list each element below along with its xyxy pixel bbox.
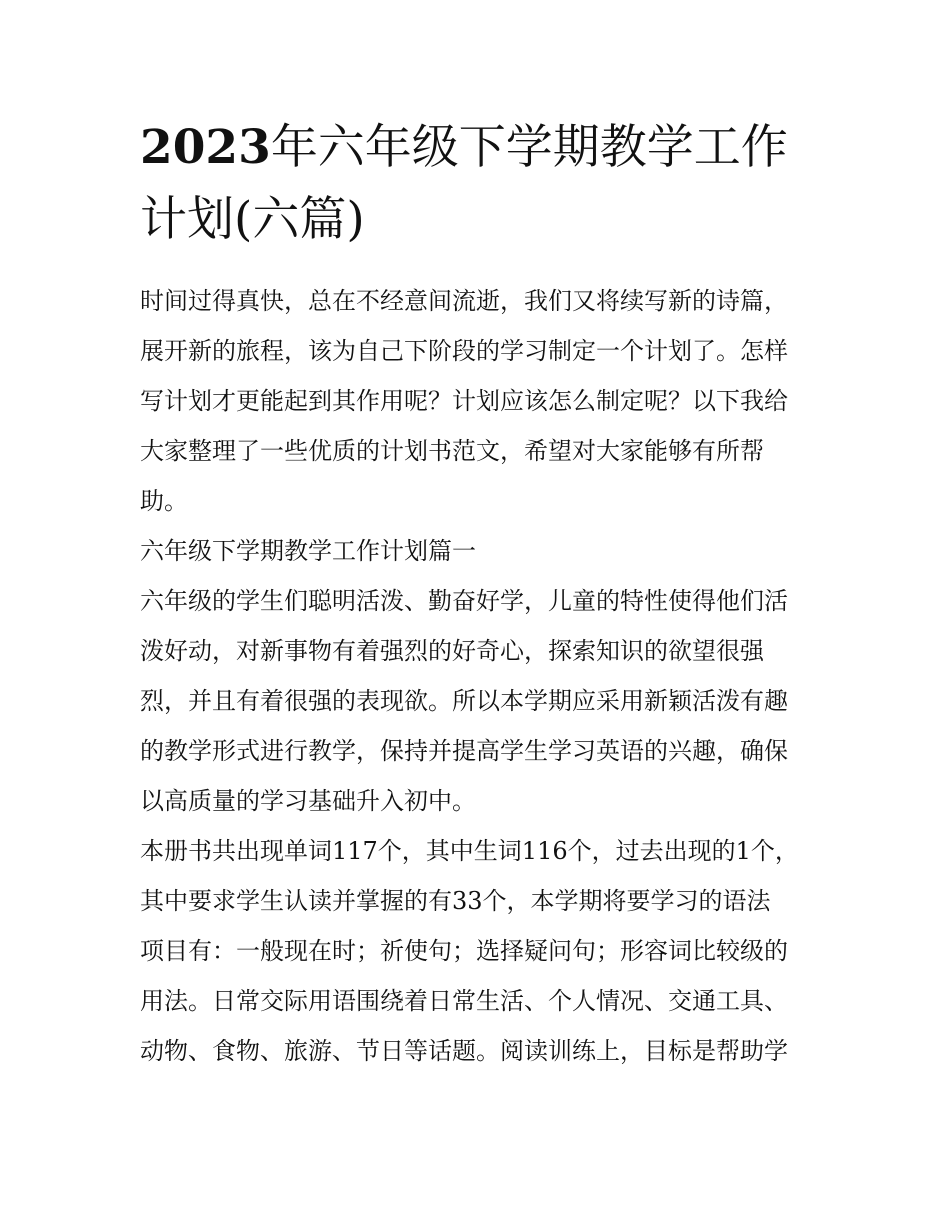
body-line: 项目有：一般现在时；祈使句；选择疑问句；形容词比较级的: [140, 937, 788, 965]
body-line: 写计划才更能起到其作用呢？计划应该怎么制定呢？以下我给: [140, 387, 788, 415]
body-line: 泼好动，对新事物有着强烈的好奇心，探索知识的欲望很强: [140, 637, 764, 665]
document-title: [140, 112, 820, 256]
body-line: 其中要求学生认读并掌握的有33个，本学期将要学习的语法: [140, 887, 771, 915]
body-line: 时间过得真快，总在不经意间流逝，我们又将续写新的诗篇，: [140, 287, 788, 315]
body-line: 六年级的学生们聪明活泼、勤奋好学，儿童的特性使得他们活: [140, 587, 788, 615]
body-line: 以高质量的学习基础升入初中。: [140, 787, 476, 815]
title-line1-rest: 年六年级下学期教学工作: [270, 120, 788, 175]
title-line2: 计划(六篇): [140, 192, 365, 247]
body-line: 助。: [140, 487, 188, 515]
body-line: 大家整理了一些优质的计划书范文，希望对大家能够有所帮: [140, 437, 764, 465]
body-line: 用法。日常交际用语围绕着日常生活、个人情况、交通工具、: [140, 987, 788, 1015]
body-line: 本册书共出现单词117个，其中生词116个，过去出现的1个，: [140, 837, 799, 865]
document-body: [140, 276, 820, 1076]
section-heading: 六年级下学期教学工作计划篇一: [140, 537, 476, 565]
body-line: 的教学形式进行教学，保持并提高学生学习英语的兴趣，确保: [140, 737, 788, 765]
body-line: 动物、食物、旅游、节日等话题。阅读训练上，目标是帮助学: [140, 1037, 788, 1065]
title-year: 2023: [140, 120, 271, 175]
body-line: 展开新的旅程，该为自己下阶段的学习制定一个计划了。怎样: [140, 337, 788, 365]
body-line: 烈，并且有着很强的表现欲。所以本学期应采用新颖活泼有趣: [140, 687, 788, 715]
